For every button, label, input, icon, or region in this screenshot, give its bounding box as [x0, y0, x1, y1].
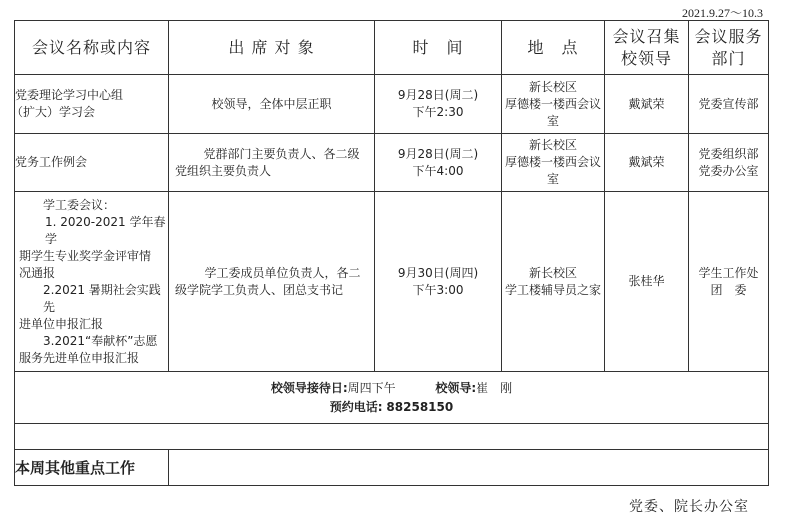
- reception-info: [15, 372, 769, 424]
- date-range: 2021.9.27～10.3: [681, 6, 763, 20]
- meeting-dept: 党委组织部 党委办公室: [689, 134, 769, 192]
- table-row: [15, 134, 769, 192]
- meeting-leader: 戴斌荣: [605, 75, 689, 134]
- header-place: 地 点: [502, 21, 605, 75]
- meeting-name: 党委理论学习中心组 （扩大）学习会: [15, 75, 169, 134]
- blank-row: [15, 424, 769, 450]
- header-dept: 会议服务 部门: [689, 21, 769, 75]
- table-row: [15, 192, 769, 372]
- reception-day-value: 周四下午: [347, 380, 396, 395]
- meeting-time: 9月28日(周二) 下午4:00: [375, 134, 502, 192]
- meeting-place: 新长校区 厚德楼一楼西会议室: [502, 134, 605, 192]
- other-work-content: [169, 450, 769, 486]
- header-row: [15, 21, 769, 75]
- meeting-name: 学工委会议： 1. 2020-2021 学年春学 期学生专业奖学金评审情 况通报 2.2021 暑期社会实践先 进单位申报汇报 3.2021“奉献杯”志愿 服务先进单位申报汇报: [15, 192, 169, 372]
- meeting-dept: 学生工作处 团 委: [689, 192, 769, 372]
- reception-leader-value: 崔 刚: [476, 380, 513, 395]
- header-attendees: 出 席 对 象: [169, 21, 375, 75]
- meeting-time: 9月28日(周二) 下午2:30: [375, 75, 502, 134]
- meeting-leader: 张桂华: [605, 192, 689, 372]
- reception-day-label: 校领导接待日:: [270, 380, 348, 395]
- table-row: [15, 75, 769, 134]
- meeting-schedule-table: [11, 20, 769, 486]
- meeting-place: 新长校区 厚德楼一楼西会议室: [502, 75, 605, 134]
- header-time: 时 间: [375, 21, 502, 75]
- header-name: 会议名称或内容: [15, 21, 169, 75]
- meeting-place: 新长校区 学工楼辅导员之家: [502, 192, 605, 372]
- other-work-row: [15, 450, 769, 486]
- reception-row: [15, 372, 769, 424]
- meeting-leader: 戴斌荣: [605, 134, 689, 192]
- blank-cell: [15, 424, 769, 450]
- meeting-name: 党务工作例会: [15, 134, 169, 192]
- header-leader: 会议召集 校领导: [605, 21, 689, 75]
- reception-leader-label: 校领导:: [435, 380, 477, 395]
- other-work-label: 本周其他重点工作: [15, 450, 169, 486]
- meeting-attendees: 学工委成员单位负责人，各二 级学院学工负责人、团总支书记: [169, 192, 375, 372]
- meeting-time: 9月30日(周四) 下午3:00: [375, 192, 502, 372]
- meeting-attendees: 校领导，全体中层正职: [169, 75, 375, 134]
- meeting-attendees: 党群部门主要负责人、各二级 党组织主要负责人: [169, 134, 375, 192]
- phone-label: 预约电话:: [329, 399, 383, 414]
- footer-issuer: 党委、院长办公室: [629, 499, 749, 515]
- meeting-dept: 党委宣传部: [689, 75, 769, 134]
- phone-value: 88258150: [386, 399, 454, 414]
